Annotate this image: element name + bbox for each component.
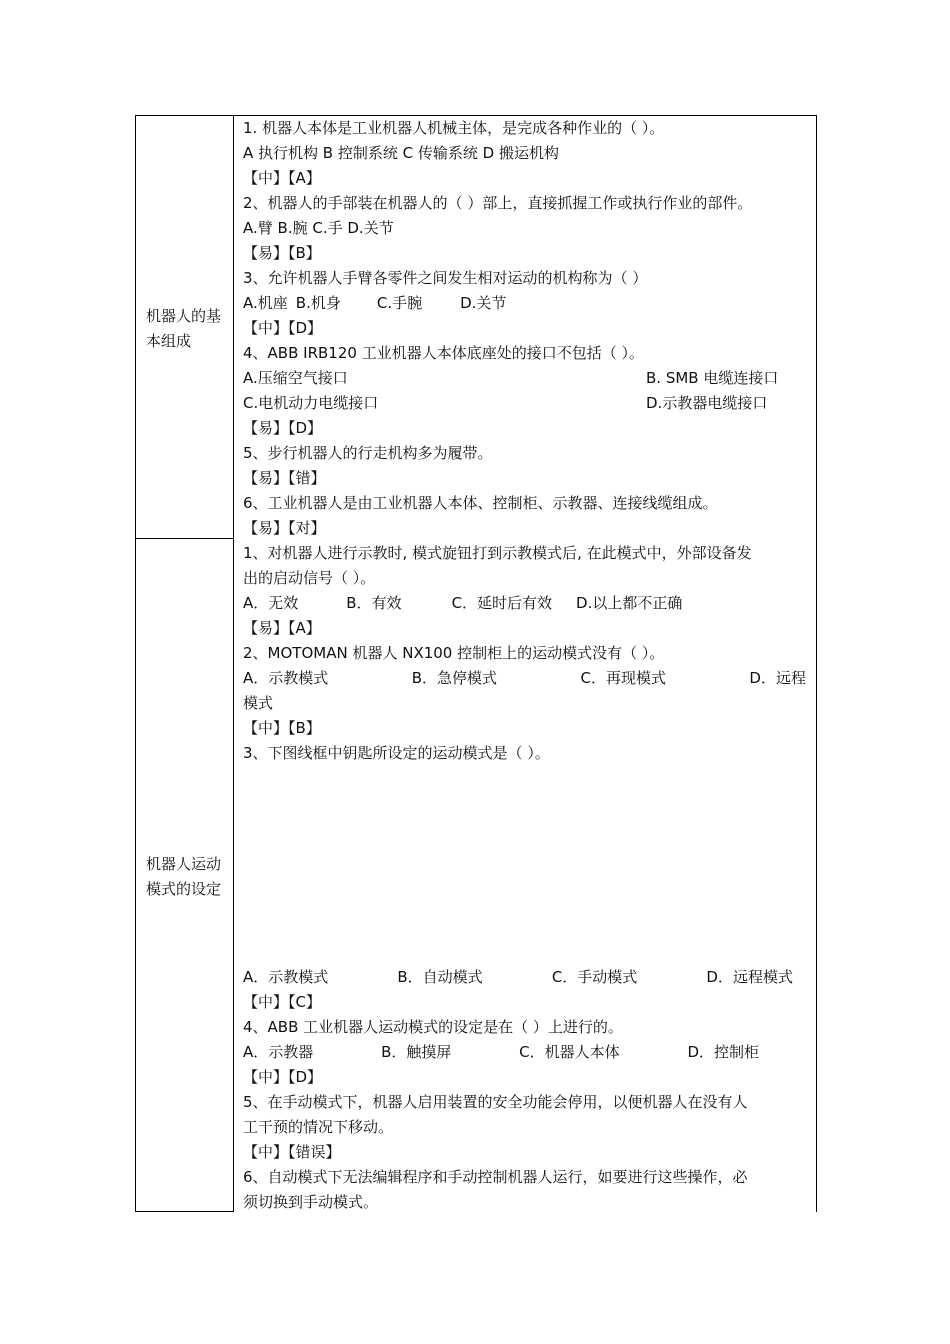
option-b: B. SMB 电缆连接口 — [646, 369, 779, 387]
answer-tag: 【易】【对】 — [243, 519, 326, 537]
answer-tag: 【中】【A】 — [243, 169, 321, 187]
answer-tag: 【中】【D】 — [243, 319, 323, 337]
question-stem-line: 须切换到手动模式。 — [243, 1193, 379, 1211]
option-d: D.示教器电缆接口 — [646, 394, 768, 412]
option-b: B.机身 — [295, 294, 341, 312]
table-column-divider — [233, 115, 234, 1212]
option-c: C．机器人本体 — [519, 1043, 620, 1061]
question-options — [243, 591, 682, 616]
answer-tag: 【易】【B】 — [243, 244, 321, 262]
answer-tag: 【中】【错误】 — [243, 1143, 341, 1161]
option-d: D.以上都不正确 — [576, 594, 683, 612]
question-stem: 4、ABB IRB120 工业机器人本体底座处的接口不包括（ ）。 — [243, 344, 644, 362]
option-a: A．示教模式 — [243, 669, 329, 687]
option-a: A．示教器 — [243, 1043, 314, 1061]
option-c: C.电机动力电缆接口 — [243, 394, 379, 412]
option-wrap: 模式 — [243, 694, 274, 712]
option-a: A．示教模式 — [243, 968, 329, 986]
option-b: B．触摸屏 — [381, 1043, 452, 1061]
table-bottom-border — [135, 1211, 234, 1212]
option-b: B．急停模式 — [411, 669, 498, 687]
option-a: A．无效 — [243, 594, 299, 612]
option-c: C.手腕 — [376, 294, 423, 312]
question-stem-line: 1、对机器人进行示教时, 模式旋钮打到示教模式后, 在此模式中，外部设备发 — [243, 544, 752, 562]
section-divider — [135, 538, 234, 539]
question-stem: 2、MOTOMAN 机器人 NX100 控制柜上的运动模式没有（ ）。 — [243, 644, 665, 662]
question-options: A.臂 B.腕 C.手 D.关节 — [243, 219, 394, 237]
answer-tag: 【中】【B】 — [243, 719, 321, 737]
table-left-border — [135, 115, 136, 1212]
answer-tag: 【中】【D】 — [243, 1068, 323, 1086]
question-stem: 3、允许机器人手臂各零件之间发生相对运动的机构称为（ ） — [243, 269, 648, 287]
option-a: A.机座 — [243, 294, 288, 312]
question-options — [243, 965, 793, 990]
option-c: C．延时后有效 — [451, 594, 553, 612]
category-cell-motion-mode: 机器人运动模式的设定 — [146, 855, 222, 898]
question-stem: 4、ABB 工业机器人运动模式的设定是在（ ）上进行的。 — [243, 1018, 623, 1036]
question-stem: 3、下图线框中钥匙所设定的运动模式是（ ）。 — [243, 744, 550, 762]
category-cell-basic-composition: 机器人的基本组成 — [146, 307, 222, 350]
question-options — [243, 291, 506, 316]
option-b: B．自动模式 — [397, 968, 483, 986]
question-stem: 6、工业机器人是由工业机器人本体、控制柜、示教器、连接线缆组成。 — [243, 494, 718, 512]
answer-tag: 【易】【错】 — [243, 469, 326, 487]
option-d: D．远程 — [749, 669, 806, 687]
question-options — [243, 1040, 759, 1065]
option-b: B．有效 — [346, 594, 402, 612]
question-stem-line: 6、自动模式下无法编辑程序和手动控制机器人运行，如要进行这些操作，必 — [243, 1168, 748, 1186]
question-stem-line: 5、在手动模式下，机器人启用装置的安全功能会停用，以便机器人在没有人 — [243, 1093, 748, 1111]
option-d: D．远程模式 — [706, 968, 793, 986]
answer-tag: 【中】【C】 — [243, 993, 321, 1011]
question-stem-line: 工干预的情况下移动。 — [243, 1118, 394, 1136]
option-d: D.关节 — [460, 294, 507, 312]
question-stem-line: 出的启动信号（ ）。 — [243, 569, 376, 587]
option-c: C．手动模式 — [551, 968, 638, 986]
table-right-border — [816, 115, 817, 1212]
option-d: D．控制柜 — [687, 1043, 759, 1061]
option-a: A.压缩空气接口 — [243, 369, 348, 387]
question-stem: 2、机器人的手部装在机器人的（ ）部上，直接抓握工作或执行作业的部件。 — [243, 194, 753, 212]
question-stem: 1. 机器人本体是工业机器人机械主体，是完成各种作业的（ ）。 — [243, 119, 665, 137]
question-stem: 5、步行机器人的行走机构多为履带。 — [243, 444, 493, 462]
answer-tag: 【易】【D】 — [243, 419, 323, 437]
question-options — [243, 666, 806, 691]
option-c: C．再现模式 — [580, 669, 666, 687]
question-options: A 执行机构 B 控制系统 C 传输系统 D 搬运机构 — [243, 144, 559, 162]
answer-tag: 【易】【A】 — [243, 619, 321, 637]
